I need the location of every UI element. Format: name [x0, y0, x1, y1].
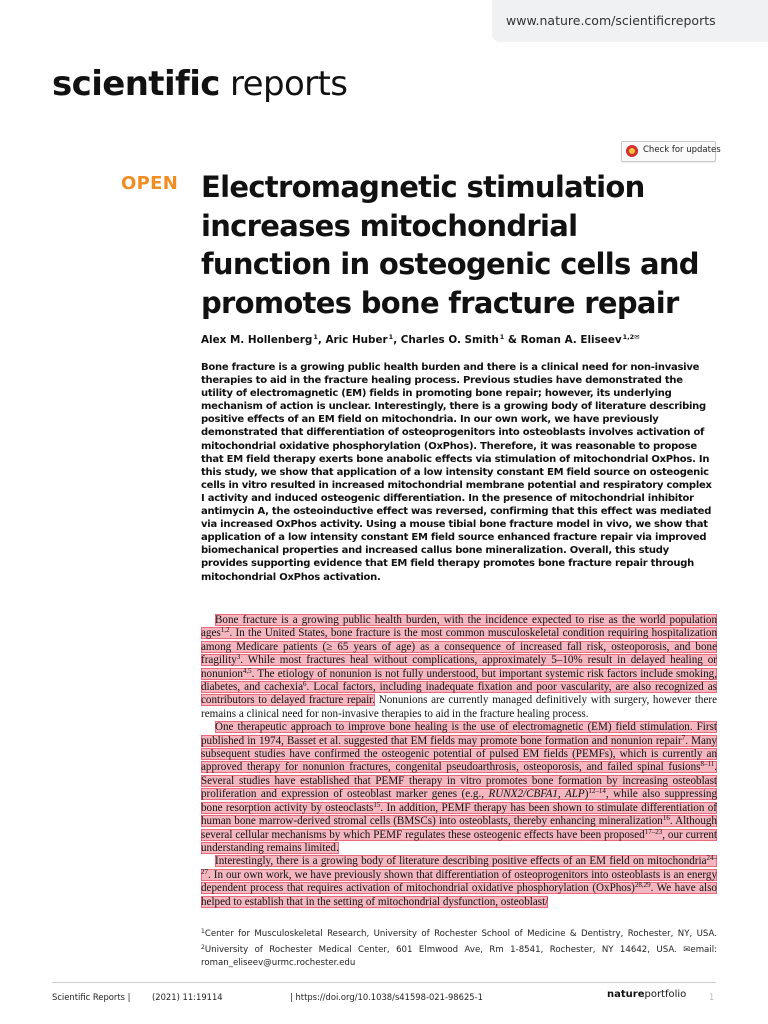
- open-access-label: OPEN: [121, 173, 179, 194]
- author-name[interactable]: Charles O. Smith: [400, 334, 499, 346]
- footer-doi[interactable]: | https://doi.org/10.1038/s41598-021-98625-1: [290, 992, 483, 1002]
- citation-ref[interactable]: 3: [236, 653, 241, 662]
- author-name[interactable]: Aric Huber: [325, 334, 388, 346]
- author-name[interactable]: Roman A. Eliseev: [520, 334, 622, 346]
- footer-journal: Scientific Reports |: [52, 992, 131, 1002]
- highlighted-text: One therapeutic approach to improve bone healing is the use of electromagnetic (EM) field stimulation. First published in 1974, Basset et al. suggested that EM fields may promote bone formation and nonunion repair$^7$. Many subsequent studies have confirmed the osteogenic potential of pulsed EM fields (PEMFs), which is currently an approved therapy for nonunion fractures, congenital pseudoarthrosis, osteoporosis, and failed spinal fusions$^{8-11}$. Several studies have established that PEMF therapy in vitro promotes bone formation by increasing osteoblast proliferation and expression of osteoblast marker genes (e.g., RUNX2/CBFA1, ALP)$^{12-14}$, while also suppressing bone resorption activity by osteoclasts$^{15}$. In addition, PEMF therapy has been shown to stimulate differentiation of human bone marrow-derived stromal cells (BMSCs) into osteoblasts, thereby enhancing mineralization$^{16}$. Although several cellular mechanisms by which PEMF regulates these osteogenic effects have been proposed$^{17-23}$, our current understanding remains limited.: [201, 721, 718, 854]
- body-paragraph: [201, 721, 717, 855]
- article-title: Electromagnetic stimulation increases mitochondrial function in osteogenic cells and promotes bone fracture repair: [201, 170, 699, 320]
- citation-ref[interactable]: 17–23: [644, 827, 663, 836]
- citation-ref[interactable]: 28,29: [634, 881, 651, 890]
- abstract: Bone fracture is a growing public health burden and there is a clinical need for non-invasive therapies to aid in the fracture healing process. Previous studies have demonstrated the utility of electromagnetic (EM) fields in promoting bone repair; however, its underlying mechanism of action is unclear. Interestingly, there is a growing body of literature describing positive effects of an EM field on mitochondria. In our own work, we have previously demonstrated that differentiation of osteoprogenitors into osteoblasts involves activation of mitochondrial oxidative phosphorylation (OxPhos). Therefore, it was reasonable to propose that EM field therapy exerts bone anabolic effects via stimulation of mitochondrial OxPhos. In this study, we show that application of a low intensity constant EM field source on osteogenic cells in vitro resulted in increased mitochondrial membrane potential and respiratory complex I activity and induced osteogenic differentiation. In the presence of mitochondrial inhibitor antimycin A, the osteoinductive effect was reversed, confirming that this effect was mediated via increased OxPhos activity. Using a mouse tibial bone fracture model in vivo, we show that application of a low intensity constant EM field source enhanced fracture repair via improved biomechanical properties and increased callus bone mineralization. Overall, this study provides supporting evidence that EM field therapy promotes bone fracture repair through mitochondrial OxPhos activation.: [201, 362, 712, 583]
- author-affiliation: 1: [499, 333, 505, 341]
- footer-divider: [52, 982, 716, 983]
- affiliation-footnote: $^1$Center for Musculoskeletal Research, University of Rochester School of Medicine & Dentistry, Rochester, NY, USA. $^2$University of Rochester Medical Center, 601 Elmwood Ave, Rm 1-8541, Rochester, NY 14642, USA. ✉email: roman_eliseev@urmc.rochester.edu: [201, 928, 717, 968]
- brand-regular: reports: [230, 64, 348, 104]
- article-body: [201, 614, 717, 909]
- footer-citation: (2021) 11:19114: [152, 992, 223, 1002]
- brand-bold: scientific: [52, 64, 220, 104]
- check-for-updates-button[interactable]: [621, 141, 721, 162]
- highlighted-text: Interestingly, there is a growing body of literature describing positive effects of an EM field on mitochondria$^{24-27}$. In our own work, we have previously shown that differentiation of osteoprogenitors into osteoblasts is an energy dependent process that requires activation of mitochondrial oxidative phosphorylation (OxPhos)$^{28,29}$. We have also helped to establish that in the setting of mitochondrial dysfunction, osteoblast/: [201, 854, 717, 908]
- citation-ref[interactable]: 6: [303, 680, 307, 689]
- body-paragraph: [201, 614, 717, 721]
- journal-brand: [52, 64, 347, 104]
- email-label: ✉email:: [683, 945, 717, 955]
- author-affiliation: 1: [313, 333, 318, 341]
- check-for-updates-label: Check for updates: [643, 145, 721, 155]
- highlighted-text: Bone fracture is a growing public health burden, with the incidence expected to rise as the world population ages$^{1,2}$. In the United States, bone fracture is the most common musculoskeletal condition requiring hospitalization among Medicare patients (≥ 65 years of age) as a consequence of increased fall risk, osteoporosis, and bone fragility$^3$. While most fractures heal without complications, approximately 5–10% result in delayed healing or nonunion$^{4,5}$. The etiology of nonunion is not fully understood, but important systemic risk factors include smoking, diabetes, and cachexia$^6$. Local factors, including inadequate fixation and poor vascularity, are also recognized as contributors to delayed fracture repair.: [201, 614, 717, 707]
- publisher-logo: natureportfolio: [607, 989, 687, 1000]
- citation-ref[interactable]: 1,2: [220, 626, 230, 635]
- citation-ref[interactable]: 8–11: [700, 760, 715, 769]
- body-paragraph: [201, 855, 717, 909]
- author-list: Alex M. Hollenberg$^1$, Aric Huber$^1$, Charles O. Smith$^1$ & Roman A. Eliseev$^{1,2✉}$: [201, 333, 640, 346]
- page-number: 1: [709, 992, 715, 1002]
- citation-ref[interactable]: 15: [373, 800, 381, 809]
- gene-names: RUNX2/CBFA1, ALP: [488, 788, 585, 801]
- crossmark-icon: [626, 145, 638, 157]
- citation-ref[interactable]: 24–27: [201, 854, 717, 876]
- citation-ref[interactable]: 12–14: [588, 787, 606, 796]
- body-sentence: Nonunions are currently managed definitively with surgery, however there remains a clinical need for non-invasive therapies to aid in the fracture healing process.: [201, 694, 717, 720]
- citation-ref[interactable]: 7: [681, 733, 686, 742]
- journal-url[interactable]: www.nature.com/scientificreports: [506, 13, 716, 28]
- author-name[interactable]: Alex M. Hollenberg: [201, 334, 313, 346]
- citation-ref[interactable]: 16: [662, 814, 670, 823]
- corresponding-email[interactable]: roman_eliseev@urmc.rochester.edu: [201, 958, 356, 968]
- author-affiliation: 1: [388, 333, 394, 341]
- journal-url-bar: [492, 0, 768, 42]
- citation-ref[interactable]: 4,5: [242, 666, 252, 675]
- author-affiliation: 1,2✉: [622, 333, 640, 341]
